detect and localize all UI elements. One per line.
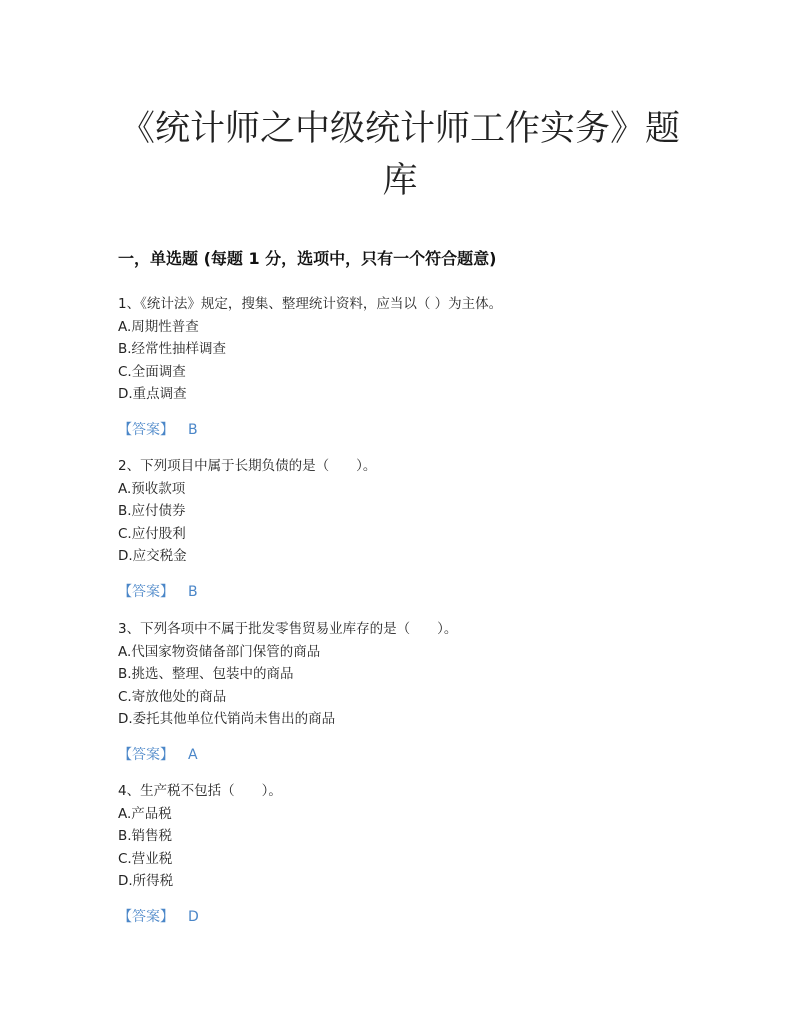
section-heading: 一，单选题 (每题 1 分，选项中，只有一个符合题意) [118,249,497,268]
option-b: B.应付债券 [118,503,186,519]
answer-value: D [188,908,199,925]
title-line-1: 《统计师之中级统计师工作实务》题 [119,109,680,149]
option-d: D.所得税 [118,873,174,889]
answer-label: 【答案】 [118,583,174,600]
option-a: A.周期性普查 [118,318,199,335]
answer-line [118,581,678,603]
option-a: A.代国家物资储备部门保管的商品 [118,643,321,660]
question-1 [118,293,678,441]
answer-label: 【答案】 [118,908,174,925]
option-b: B.销售税 [118,828,173,844]
option-d: D.重点调查 [118,386,187,402]
option-c: C.应付股利 [118,525,186,542]
answer-label: 【答案】 [118,746,174,763]
question-stem: 3、下列各项中不属于批发零售贸易业库存的是（ ）。 [118,621,458,637]
title-line-2: 库 [382,161,418,201]
option-a: A.产品税 [118,805,172,822]
option-b: B.挑选、整理、包装中的商品 [118,666,294,682]
option-a: A.预收款项 [118,480,186,497]
answer-line [118,906,678,928]
question-stem: 4、生产税不包括（ ）。 [118,783,282,799]
option-d: D.委托其他单位代销尚未售出的商品 [118,711,336,727]
answer-label: 【答案】 [118,421,174,438]
answer-line [118,744,678,766]
answer-value: A [188,746,198,763]
question-3 [118,618,678,766]
option-c: C.寄放他处的商品 [118,688,227,705]
option-b: B.经常性抽样调查 [118,341,227,357]
question-stem: 2、下列项目中属于长期负债的是（ ）。 [118,458,377,474]
option-c: C.全面调查 [118,363,186,380]
option-d: D.应交税金 [118,548,187,564]
question-2 [118,455,678,603]
option-c: C.营业税 [118,850,173,867]
answer-value: B [188,583,198,600]
question-stem: 1、《统计法》规定，搜集、整理统计资料，应当以（ ）为主体。 [118,296,503,312]
document-title [110,103,690,207]
question-4 [118,780,678,928]
answer-value: B [188,421,198,438]
answer-line [118,419,678,441]
